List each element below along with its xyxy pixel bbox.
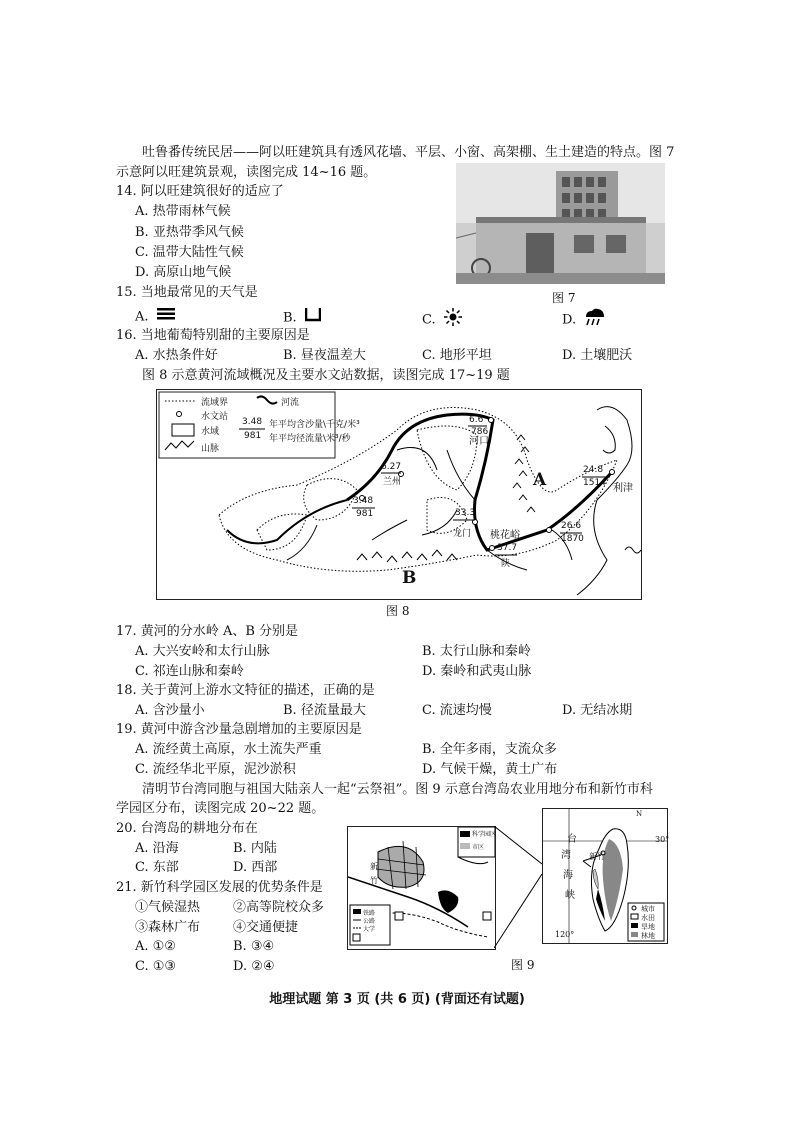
station-hekou-bottom: 786 [471,427,489,437]
station-taohuayu-bottom: 1870 [561,534,584,544]
place-taohuayu: 桃花峪 [490,530,520,541]
q19-option-d[interactable]: D. 气候干燥，黄土广布 [422,762,558,777]
station-longmen-top: 33.3 [455,508,476,518]
q15-option-c[interactable] [422,308,462,332]
fog-icon [157,308,175,326]
fig9-north: N [636,810,643,818]
fig9-connector [494,826,544,948]
intro2-text: 图 8 示意黄河流域概况及主要水文站数据，读图完成 17~19 题 [142,368,510,383]
fig9-lat30: 30° [655,835,670,844]
q21-condition-3: ③森林广布 [135,920,201,935]
intro-text-line1: 吐鲁番传统民居——阿以旺建筑具有透风花墙、平层、小窗、高架棚、生土建造的特点。图 7 [142,145,675,160]
q20-option-b[interactable]: B. 内陆 [233,841,277,856]
q14-option-b[interactable]: B. 亚热带季风气候 [135,225,244,240]
q15-option-a[interactable] [135,308,175,327]
q17-stem: 17. 黄河的分水岭 A、B 分别是 [116,624,299,639]
q20-option-c[interactable]: C. 东部 [135,860,179,875]
q15-option-b-label: B. [283,310,297,326]
divide-label-b: B [402,568,417,588]
station-hekou-top: 6.6 [469,415,484,425]
sunny-icon [444,308,462,332]
fig9-city-map [347,826,496,950]
q21-option-a[interactable]: A. ①② [135,939,176,954]
rain-icon [584,308,606,332]
station-shan-top: 37.7 [497,543,518,553]
q15-option-b[interactable] [283,308,321,328]
q19-option-c[interactable]: C. 流经华北平原，泥沙淤积 [135,762,296,777]
q15-option-c-label: C. [422,312,436,328]
q15-stem: 15. 当地最常见的天气是 [116,285,258,300]
q21-condition-1: ①气候湿热 [135,900,201,915]
q16-option-b[interactable]: B. 昼夜温差大 [283,348,366,363]
q15-option-a-label: A. [135,309,149,325]
station-shan-bottom: 陕 [501,559,511,569]
fig9-legend-univ: 大学 [363,926,376,933]
fig9-legend-forest: 林地 [641,932,655,940]
q21-stem: 21. 新竹科学园区发展的优势条件是 [116,880,323,895]
fig9-legend-railway: 铁路 [363,910,376,917]
fig9-strait-2: 海 [563,870,573,881]
fig9-legend-road: 公路 [363,918,376,925]
q18-option-a[interactable]: A. 含沙量小 [135,703,205,718]
q20-option-a[interactable]: A. 沿海 [135,841,179,856]
q20-stem: 20. 台湾岛的耕地分布在 [116,821,258,836]
fig7-caption: 图 7 [552,291,576,305]
fig9-inset-xin: 新 [370,862,378,871]
q14-option-d[interactable]: D. 高原山地气候 [135,265,232,280]
q21-option-c[interactable]: C. ①③ [135,959,177,974]
q14-option-c[interactable]: C. 温带大陆性气候 [135,245,244,260]
fig9-legend-dry: 旱地 [641,923,655,931]
q16-stem: 16. 当地葡萄特别甜的主要原因是 [116,328,310,343]
place-hekou: 河口 [469,436,489,447]
fig9-lon120: 120° [555,930,575,939]
station-2-top: 3.48 [353,496,374,506]
dust-icon [305,308,321,328]
q19-option-b[interactable]: B. 全年多雨，支流众多 [422,742,557,757]
legend-flow: 年平均径流量\米³/秒 [269,434,351,444]
q16-option-c[interactable]: C. 地形平坦 [422,348,492,363]
fig9-strait-1: 湾 [561,850,571,861]
legend-station: 水文站 [201,412,229,422]
legend-water: 水域 [201,427,220,437]
q17-option-c[interactable]: C. 祁连山脉和秦岭 [135,664,244,679]
q21-option-b[interactable]: B. ③④ [233,939,275,954]
station-lijin-top: 24.8 [583,465,604,475]
fig9-strait-3: 峡 [565,890,575,901]
place-lijin: 利津 [613,483,633,494]
station-taohuayu-top: 26.6 [561,521,582,531]
q16-option-d[interactable]: D. 土壤肥沃 [562,348,633,363]
fig9-legend-city: 城市 [641,905,655,913]
legend-basin: 流域界 [201,398,229,408]
station-lijin-bottom: 1514 [583,478,606,488]
q15-option-d[interactable] [562,308,606,332]
station-2-bottom: 981 [356,509,374,519]
page-footer: 地理试题 第 3 页 (共 6 页) (背面还有试题) [269,992,525,1007]
q17-option-d[interactable]: D. 秦岭和武夷山脉 [422,664,532,679]
fig9-legend-town: 市区 [472,844,485,851]
q18-option-d[interactable]: D. 无结冰期 [562,703,633,718]
station-longmen-bottom: 龙门 [453,529,472,539]
fig9-tai: 台 [567,834,577,845]
q17-option-b[interactable]: B. 太行山脉和秦岭 [422,644,531,659]
legend-sample-top: 3.48 [242,417,263,427]
q17-option-a[interactable]: A. 大兴安岭和太行山脉 [135,644,270,659]
q20-option-d[interactable]: D. 西部 [233,860,278,875]
station-lanzhou-bottom: 兰州 [383,477,402,487]
q14-stem: 14. 阿以旺建筑很好的适应了 [116,184,284,199]
intro3-line1: 清明节台湾同胞与祖国大陆亲人一起“云祭祖”。图 9 示意台湾岛农业用地分布和新竹市科 [142,782,653,797]
fig9-caption: 图 9 [511,958,535,972]
legend-mountain: 山脉 [201,444,220,454]
q16-option-a[interactable]: A. 水热条件好 [135,348,218,363]
fig9-xinzhu: 新竹 [589,852,605,861]
q21-option-d[interactable]: D. ②④ [233,959,275,974]
intro-text-line2: 示意阿以旺建筑景观，读图完成 14~16 题。 [116,165,377,180]
q15-option-d-label: D. [562,312,577,328]
station-lanzhou-top: 6.27 [381,462,402,472]
legend-sample-bottom: 981 [244,431,262,441]
q18-stem: 18. 关于黄河上游水文特征的描述，正确的是 [116,683,375,698]
fig7-photo [456,163,665,284]
fig9-taiwan-map [542,808,668,944]
legend-river: 河流 [281,398,300,408]
q21-condition-2: ②高等院校众多 [233,900,325,915]
fig9-legend-paddy: 水田 [641,914,655,922]
fig8-map [156,389,642,600]
fig9-inset-zhu: 竹 [370,876,378,885]
fig8-caption: 图 8 [386,604,410,618]
divide-label-a: A [533,470,547,490]
legend-sediment: 年平均含沙量\千克/米³ [269,420,360,430]
q21-condition-4: ④交通便捷 [233,920,299,935]
fig9-legend-science-park: 科学园区 [472,831,497,838]
intro3-line2: 学园区分布，读图完成 20~22 题。 [116,801,325,816]
q19-option-a[interactable]: A. 流经黄土高原，水土流失严重 [135,742,322,757]
q19-stem: 19. 黄河中游含沙量急剧增加的主要原因是 [116,722,362,737]
q14-option-a[interactable]: A. 热带雨林气候 [135,204,231,219]
q18-option-c[interactable]: C. 流速均慢 [422,703,492,718]
q18-option-b[interactable]: B. 径流量最大 [283,703,366,718]
